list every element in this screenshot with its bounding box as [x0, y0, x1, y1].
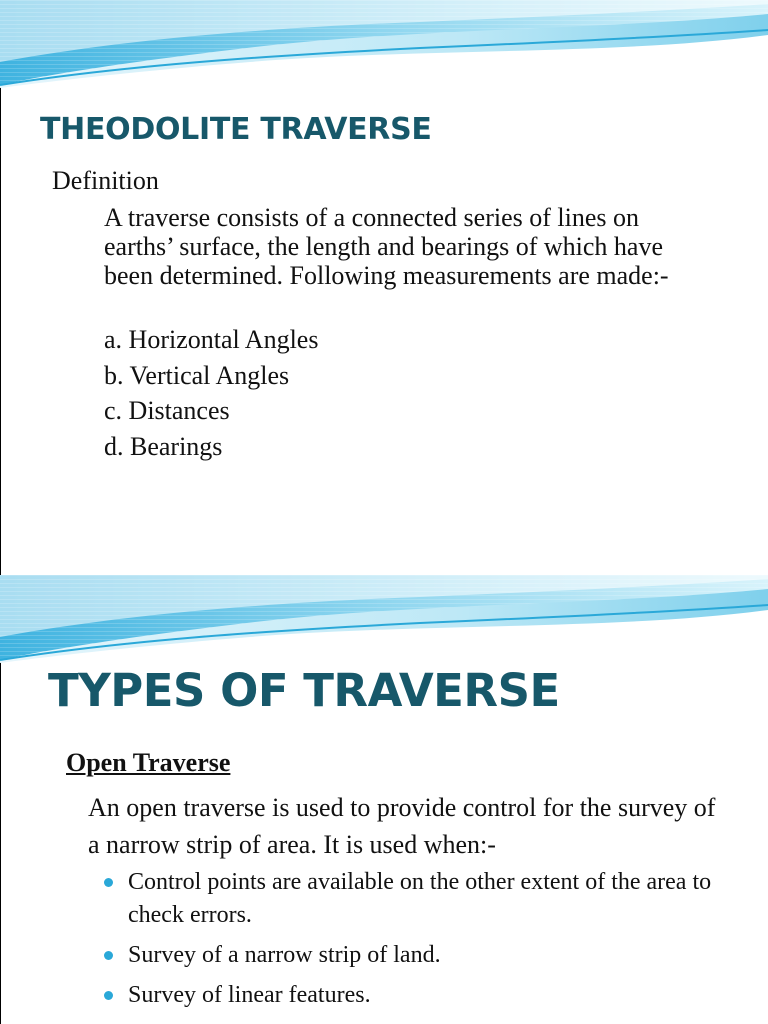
slide-title: THEODOLITE TRAVERSE — [40, 112, 432, 147]
bullet-text: Survey of a narrow strip of land. — [128, 942, 441, 968]
bullet-dot-icon — [104, 878, 113, 887]
slide-title: TYPES OF TRAVERSE — [48, 664, 560, 717]
bullet-dot-icon — [104, 951, 113, 960]
measurement-list — [104, 322, 318, 464]
open-traverse-bullets — [104, 866, 724, 1019]
open-traverse-heading: Open Traverse — [66, 748, 231, 777]
list-item: d. Bearings — [104, 431, 223, 461]
bullet-text: Survey of linear features. — [128, 982, 371, 1008]
list-item — [104, 979, 724, 1012]
open-traverse-paragraph: An open traverse is used to provide control for the survey of a narrow strip of area. It is used when:- — [88, 793, 716, 859]
list-item — [104, 939, 724, 972]
wave-header-graphic — [0, 575, 768, 670]
list-item: c. Distances — [104, 396, 230, 425]
bullet-text: Control points are available on the other extent of the area to check errors. — [128, 869, 712, 928]
bullet-dot-icon — [104, 991, 113, 1000]
wave-header-graphic — [0, 0, 768, 95]
list-item: b. Vertical Angles — [104, 360, 290, 390]
definition-label: Definition — [52, 166, 159, 195]
definition-paragraph: A traverse consists of a connected series of lines on earths’ surface, the length and bearings of which have been determined. Following measurements are made:- — [104, 203, 669, 290]
list-item — [104, 866, 724, 932]
list-item: a. Horizontal Angles — [104, 325, 319, 354]
